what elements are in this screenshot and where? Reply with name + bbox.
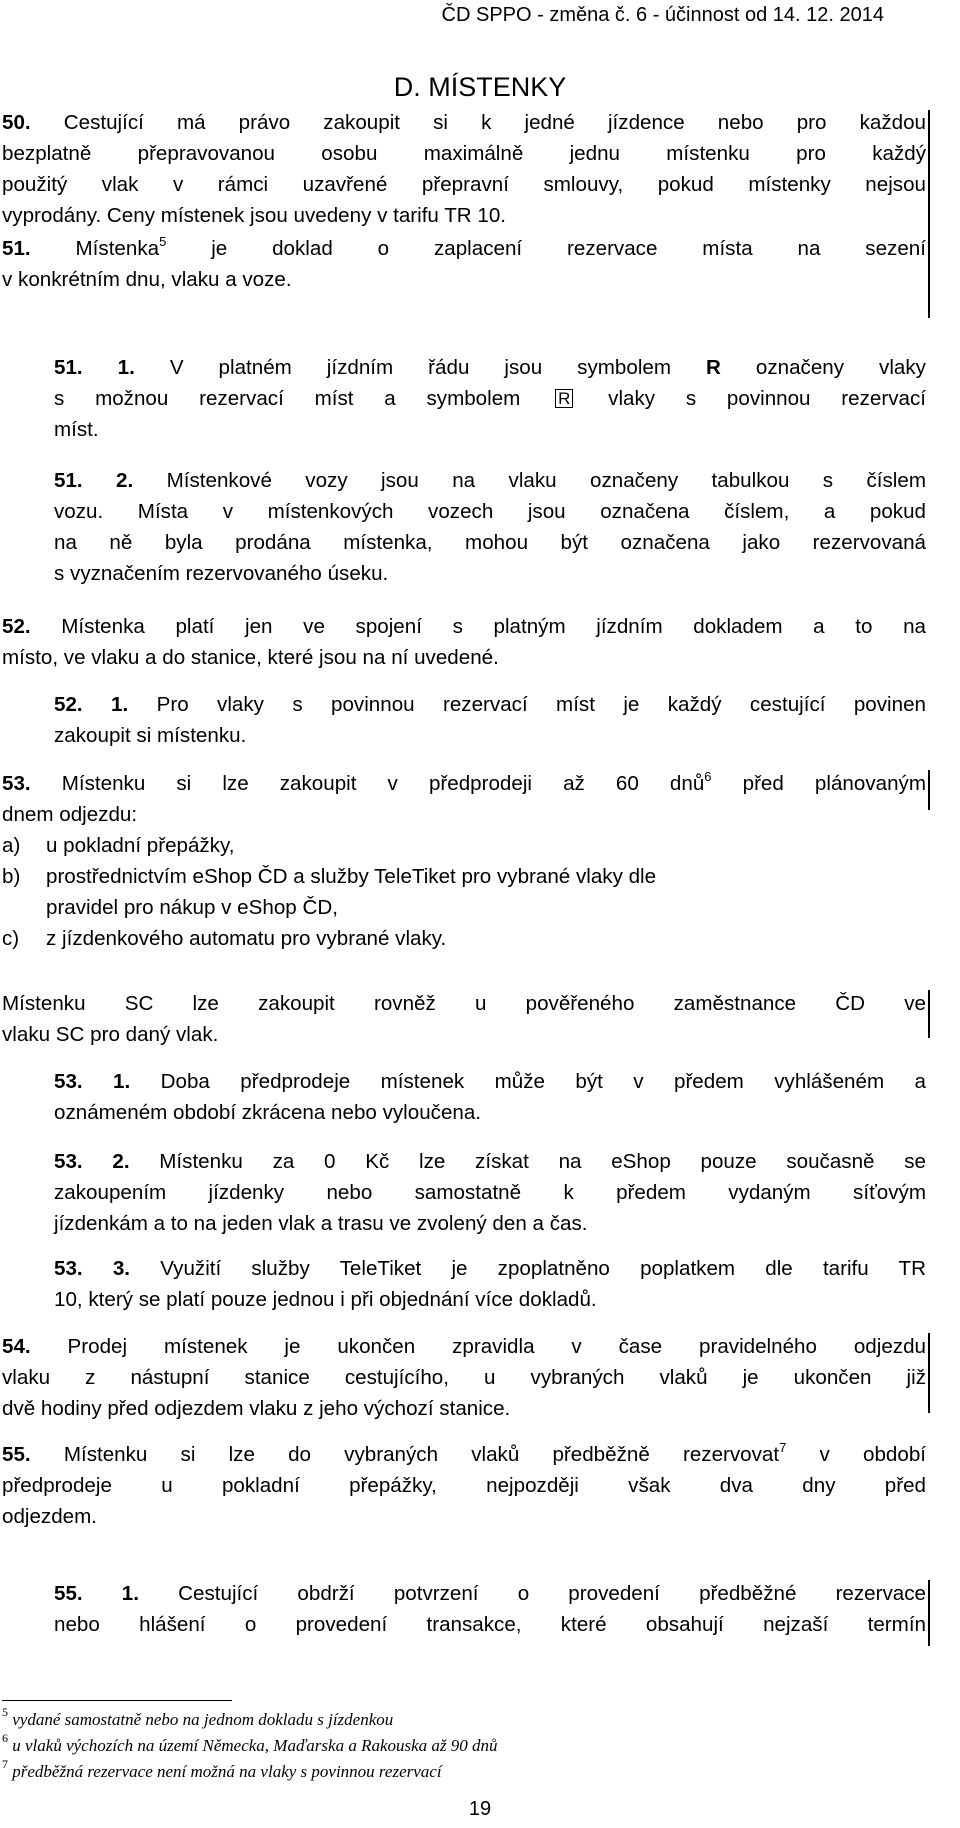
paragraph-number: 52. [2, 615, 31, 638]
change-bar [928, 1333, 930, 1413]
paragraph-50: 50. Cestující má právo zakoupit si k jedné jízdence nebo pro každou bezplatně přepravovanou osobu maximálně jednu místenku pro každý použitý vlak v rámci uzavřené přepravní smlouvy, pokud místenky nejsou vyprodány. Ceny místenek jsou uvedeny v tarifu TR 10. [2, 111, 926, 227]
footnote-separator [2, 1700, 232, 1701]
mandatory-reservation-symbol: R [555, 389, 573, 408]
paragraph-number: 53. [2, 772, 31, 795]
change-bar [928, 110, 930, 318]
footnote-ref: 5 [159, 234, 167, 249]
paragraph-52: 52. Místenka platí jen ve spojení s platným jízdním dokladem a to na místo, ve vlaku a do stanice, které jsou na ní uvedené. [2, 615, 926, 669]
paragraph-52-1: 52. 1. Pro vlaky s povinnou rezervací míst je každý cestující povinen zakoupit si místenku. [54, 693, 926, 747]
paragraph-number: 50. [2, 111, 31, 134]
paragraph-53-3: 53. 3. Využití služby TeleTiket je zpoplatněno poplatkem dle tarifu TR 10, který se platí pouze jednou i při objednání více dokladů. [54, 1257, 926, 1311]
paragraph-number: 55. 1. [54, 1582, 139, 1605]
paragraph-55-1: 55. 1. Cestující obdrží potvrzení o provedení předběžné rezervace nebo hlášení o provedení transakce, které obsahují nejzaší termín [54, 1582, 926, 1636]
page-number: 19 [468, 1798, 492, 1820]
paragraph-number: 51. [2, 237, 31, 260]
paragraph-53-1: 53. 1. Doba předprodeje místenek může být v předem vyhlášeném a oznámeném období zkrácena nebo vyloučena. [54, 1070, 926, 1124]
paragraph-number: 53. 3. [54, 1257, 130, 1280]
paragraph-number: 51. 1. [54, 356, 135, 379]
paragraph-53-2: 53. 2. Místenku za 0 Kč lze získat na eShop pouze současně se zakoupením jízdenky nebo samostatně k předem vydaným síťovým jízdenkám a to na jeden vlak a trasu ve zvolený den a čas. [54, 1150, 926, 1235]
paragraph-number: 52. 1. [54, 693, 129, 716]
section-title: D. MÍSTENKY [393, 72, 567, 102]
footnote-ref: 6 [704, 769, 712, 784]
paragraph-number: 54. [2, 1335, 31, 1358]
list-item: a) u pokladní přepážky, [2, 834, 235, 857]
paragraph-51-2: 51. 2. Místenkové vozy jsou na vlaku označeny tabulkou s číslem vozu. Místa v místenkových vozech jsou označena číslem, a pokud na ně byla prodána místenka, mohou být označena jako rezervovaná s vyznačením rezervovaného úseku. [54, 469, 926, 585]
footnote: $^6$ u vlaků výchozích na území Německa, Maďarska a Rakouska až 90 dnů [2, 1731, 498, 1755]
footnote: $^5$ vydané samostatně nebo na jednom dokladu s jízdenkou [2, 1705, 394, 1729]
list-item: b) prostřednictvím eShop ČD a služby TeleTiket pro vybrané vlaky dle [2, 865, 657, 888]
paragraph-53-sc: Místenku SC lze zakoupit rovněž u pověřeného zaměstnance ČD ve vlaku SC pro daný vlak. [2, 992, 926, 1046]
paragraph-number: 53. 2. [54, 1150, 130, 1173]
document-header: ČD SPPO - změna č. 6 - účinnost od 14. 12. 2014 [441, 4, 884, 26]
paragraph-number: 53. 1. [54, 1070, 131, 1093]
paragraph-55: 55. Místenku si lze do vybraných vlaků předběžně rezervovat$^7$ v období předprodeje u pokladní přepážky, nejpozději však dva dny před odjezdem. [2, 1440, 926, 1528]
paragraph-number: 51. 2. [54, 469, 134, 492]
change-bar [928, 990, 930, 1038]
change-bar [928, 1580, 930, 1646]
change-bar [928, 770, 930, 810]
paragraph-53: 53. Místenku si lze zakoupit v předprodeji až 60 dnů$^6$ před plánovaným dnem odjezdu: a) u pokladní přepážky, b) prostřednictvím eShop ČD a služby TeleTiket pro vybrané vlaky dle pravidel pro nákup v eShop ČD, c) z jízdenkového automatu pro vybrané vlaky. [2, 768, 926, 954]
paragraph-54: 54. Prodej místenek je ukončen zpravidla v čase pravidelného odjezdu vlaku z nástupní stanice cestujícího, u vybraných vlaků je ukončen již dvě hodiny před odjezdem vlaku z jeho výchozí stanice. [2, 1335, 926, 1420]
paragraph-51: 51. Místenka$^5$ je doklad o zaplacení rezervace místa na sezení v konkrétním dnu, vlaku a voze. [2, 234, 926, 291]
paragraph-number: 55. [2, 1443, 31, 1466]
list-item: c) z jízdenkového automatu pro vybrané vlaky. [2, 927, 447, 950]
paragraph-51-1: 51. 1. V platném jízdním řádu jsou symbolem R označeny vlaky s možnou rezervací míst a symbolem R vlaky s povinnou rezervací míst. [54, 356, 926, 441]
footnote: $^7$ předběžná rezervace není možná na vlaky s povinnou rezervací [2, 1757, 442, 1781]
footnote-ref: 7 [779, 1440, 787, 1455]
reservation-symbol: R [706, 356, 721, 379]
